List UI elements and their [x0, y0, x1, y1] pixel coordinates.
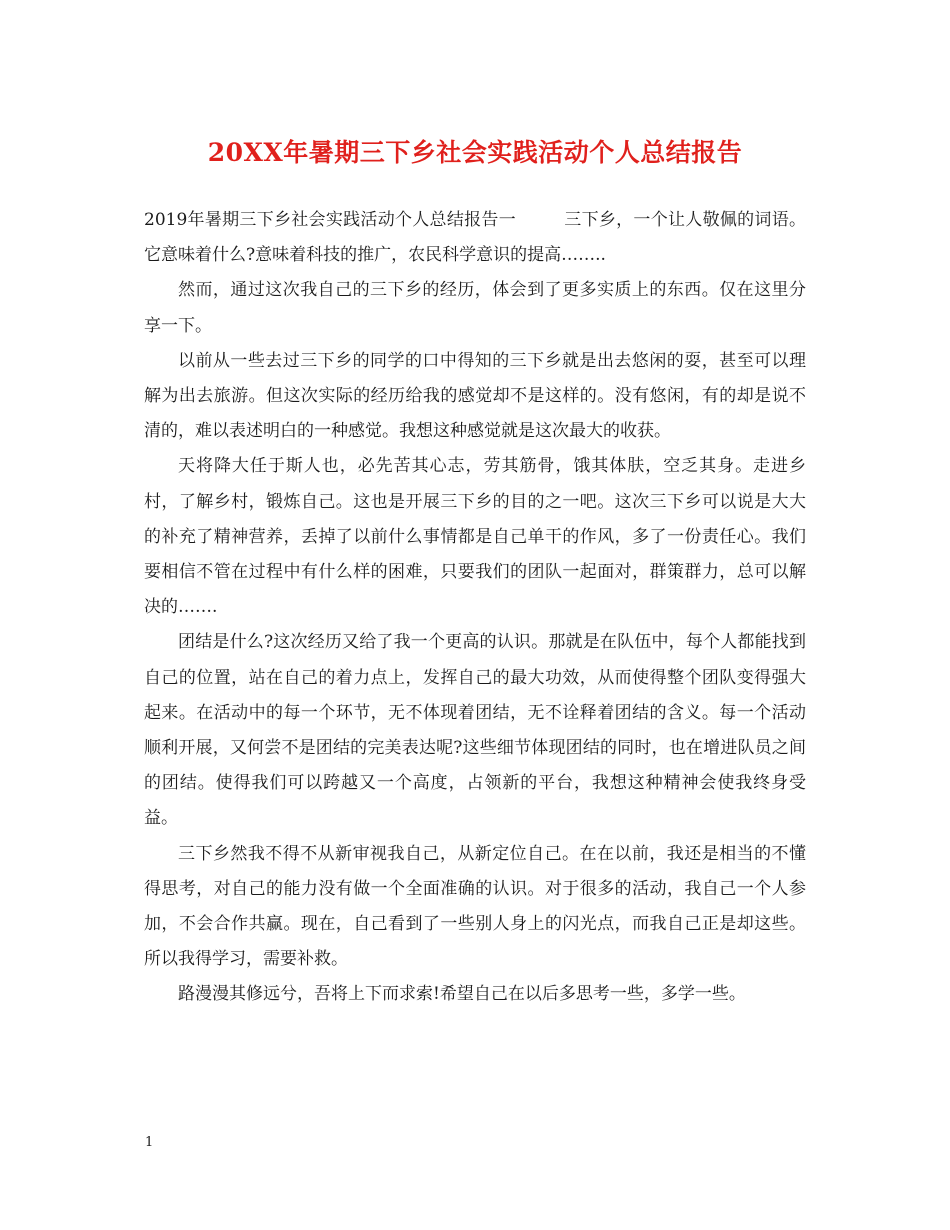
- paragraph-7: 路漫漫其修远兮，吾将上下而求索!希望自己在以后多思考一些，多学一些。: [178, 984, 746, 1005]
- document-body: [144, 203, 806, 1013]
- paragraph-1-lead: 2019年暑期三下乡社会实践活动个人总结报告一: [144, 210, 516, 230]
- paragraph-3: 以前从一些去过三下乡的同学的口中得知的三下乡就是出去悠闲的耍，甚至可以理解为出去旅游。但这次实际的经历给我的感觉却不是这样的。没有悠闲，有的却是说不清的，难以表述明白的一种感觉。我想这种感觉就是这次最大的收获。: [144, 350, 806, 442]
- paragraph-1-text: 三下乡，一个让人敬佩的词语。它意味着什么?意味着科技的推广，农民科学意识的提高……..: [144, 210, 807, 266]
- paragraph-4: 天将降大任于斯人也，必先苦其心志，劳其筋骨，饿其体肤，空乏其身。走进乡村，了解乡村，锻炼自己。这也是开展三下乡的目的之一吧。这次三下乡可以说是大大的补充了精神营养，丢掉了以前什么事情都是自己单干的作风，多了一份责任心。我们要相信不管在过程中有什么样的困难，只要我们的团队一起面对，群策群力，总可以解决的…….: [144, 456, 806, 618]
- paragraph-5: 团结是什么?这次经历又给了我一个更高的认识。那就是在队伍中，每个人都能找到自己的位置，站在自己的着力点上，发挥自己的最大功效，从而使得整个团队变得强大起来。在活动中的每一个环节，无不体现着团结，无不诠释着团结的含义。每一个活动顺利开展，又何尝不是团结的完美表达呢?这些细节体现团结的同时，也在增进队员之间的团结。使得我们可以跨越又一个高度，占领新的平台，我想这种精神会使我终身受益。: [144, 632, 806, 829]
- paragraph-2: 然而，通过这次我自己的三下乡的经历，体会到了更多实质上的东西。仅在这里分享一下。: [144, 280, 806, 336]
- paragraph-6: 三下乡然我不得不从新审视我自己，从新定位自己。在在以前，我还是相当的不懂得思考，对自己的能力没有做一个全面准确的认识。对于很多的活动，我自己一个人参加，不会合作共赢。现在，自己看到了一些别人身上的闪光点，而我自己正是却这些。所以我得学习，需要补救。: [144, 843, 806, 970]
- paragraph-1: [144, 203, 806, 273]
- document-title: 20XX年暑期三下乡社会实践活动个人总结报告: [207, 138, 743, 167]
- page-number: 1: [145, 1135, 154, 1150]
